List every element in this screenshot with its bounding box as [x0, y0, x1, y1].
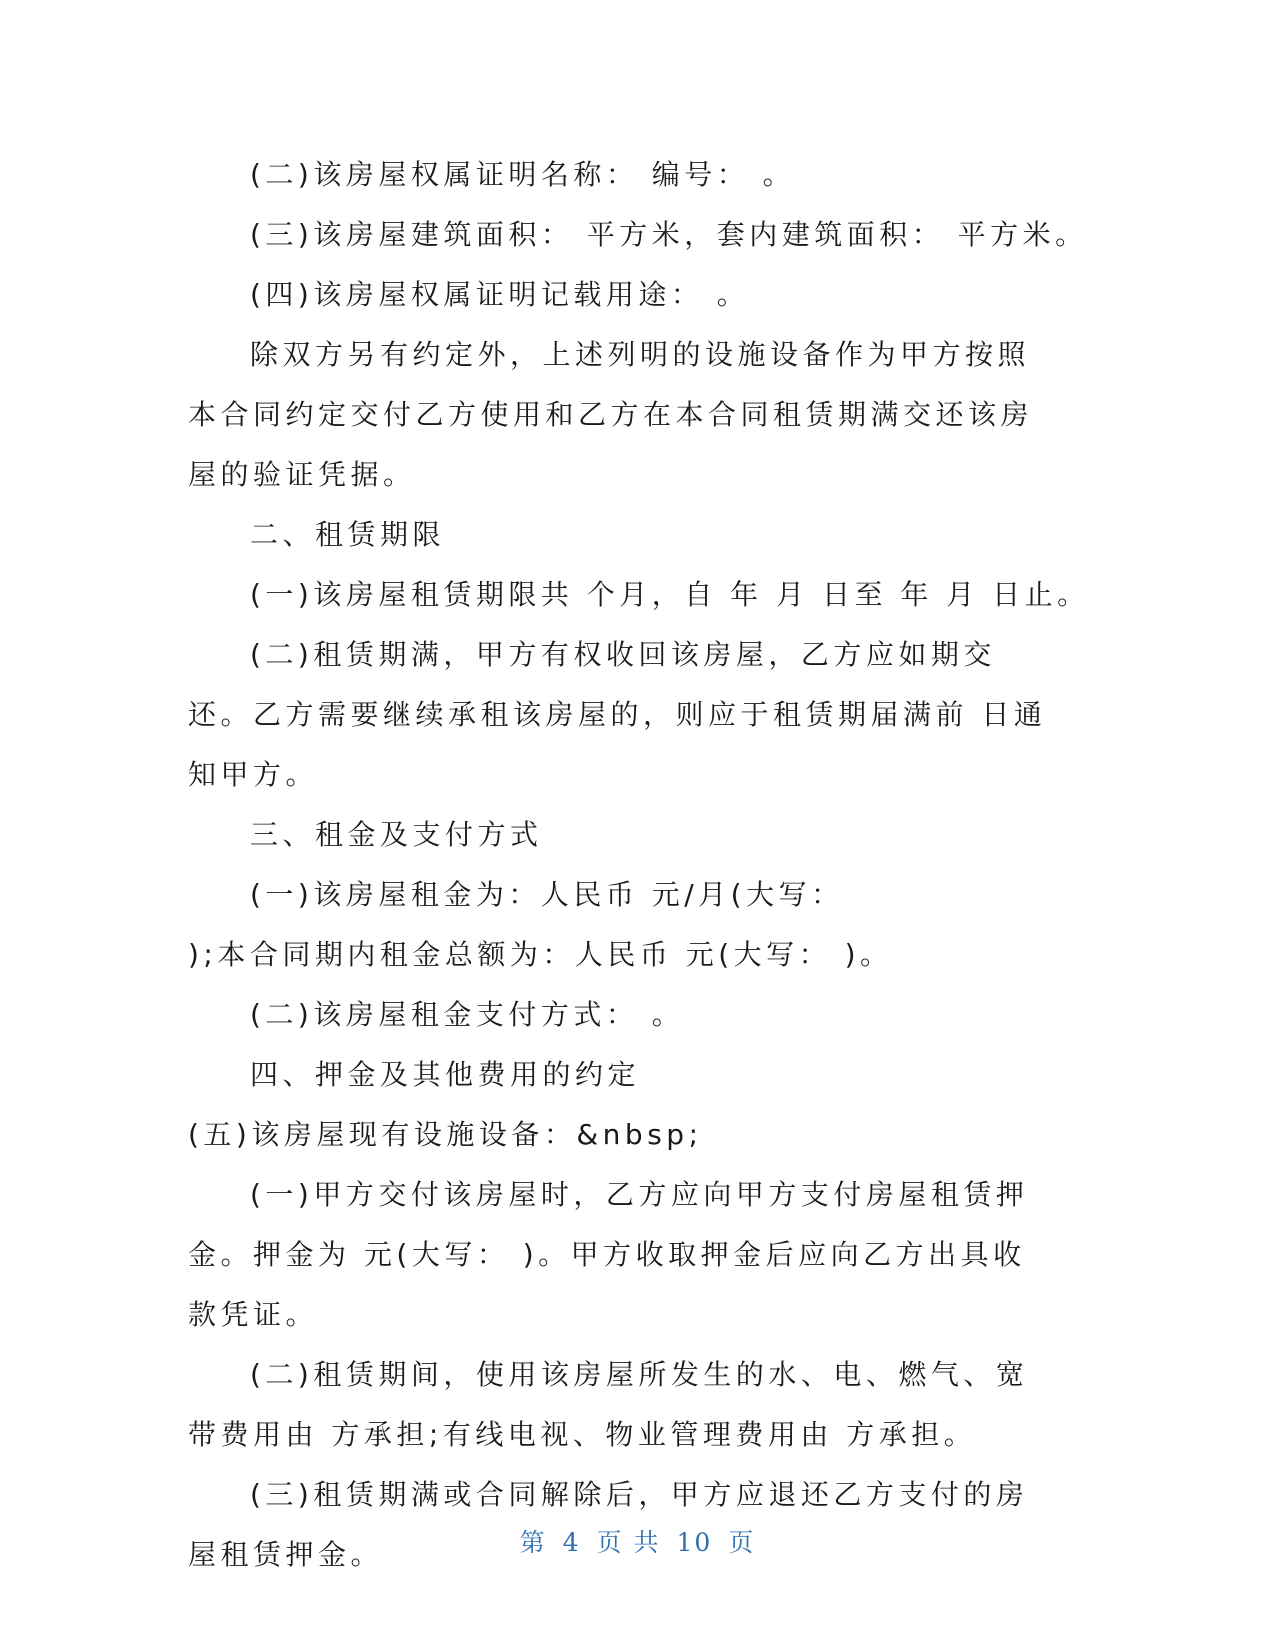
section-heading-rent-payment: 三、租金及支付方式 — [250, 818, 543, 851]
contract-body — [188, 145, 1090, 1585]
footer-prefix: 第 — [519, 1528, 547, 1557]
paragraph-certified-use: (四)该房屋权属证明记载用途： 。 — [250, 278, 750, 311]
footer-middle: 页 共 — [596, 1528, 661, 1557]
paragraph-lease-expiry: (二)租赁期满，甲方有权收回该房屋，乙方应如期交还。乙方需要继续承租该房屋的，则应于租赁期届满前 日通知甲方。 — [188, 638, 1047, 791]
paragraph-property-certificate: (二)该房屋权属证明名称： 编号： 。 — [250, 158, 796, 191]
section-heading-deposit-fees: 四、押金及其他费用的约定 — [250, 1058, 641, 1091]
paragraph-rent-amount: (一)该房屋租金为：人民币 元/月(大写： — [250, 878, 844, 911]
page-footer — [0, 1523, 1275, 1559]
paragraph-deposit: (一)甲方交付该房屋时，乙方应向甲方支付房屋租赁押金。押金为 元(大写： )。甲方收取押金后应向乙方出具收款凭证。 — [188, 1178, 1029, 1331]
section-heading-lease-term: 二、租赁期限 — [250, 518, 446, 551]
paragraph-payment-method: (二)该房屋租金支付方式： 。 — [250, 998, 685, 1031]
paragraph-utility-fees: (二)租赁期间，使用该房屋所发生的水、电、燃气、宽带费用由 方承担;有线电视、物业管理费用由 方承担。 — [188, 1358, 1029, 1451]
footer-total-pages: 10 — [676, 1528, 713, 1557]
paragraph-lease-period: (一)该房屋租赁期限共 个月，自 年 月 日至 年 月 日止。 — [250, 578, 1090, 611]
footer-suffix: 页 — [728, 1528, 756, 1557]
paragraph-facilities-evidence: 除双方另有约定外，上述列明的设施设备作为甲方按照本合同约定交付乙方使用和乙方在本合同租赁期满交还该房屋的验证凭据。 — [188, 338, 1034, 491]
paragraph-rent-total: );本合同期内租金总额为：人民币 元(大写： )。 — [188, 938, 893, 971]
footer-current-page: 4 — [562, 1528, 581, 1557]
paragraph-building-area: (三)该房屋建筑面积： 平方米，套内建筑面积： 平方米。 — [250, 218, 1088, 251]
paragraph-deposit-refund: (三)租赁期满或合同解除后，甲方应退还乙方支付的房屋租赁押金。 — [188, 1478, 1029, 1571]
paragraph-existing-facilities: (五)该房屋现有设施设备：&nbsp; — [188, 1118, 703, 1151]
